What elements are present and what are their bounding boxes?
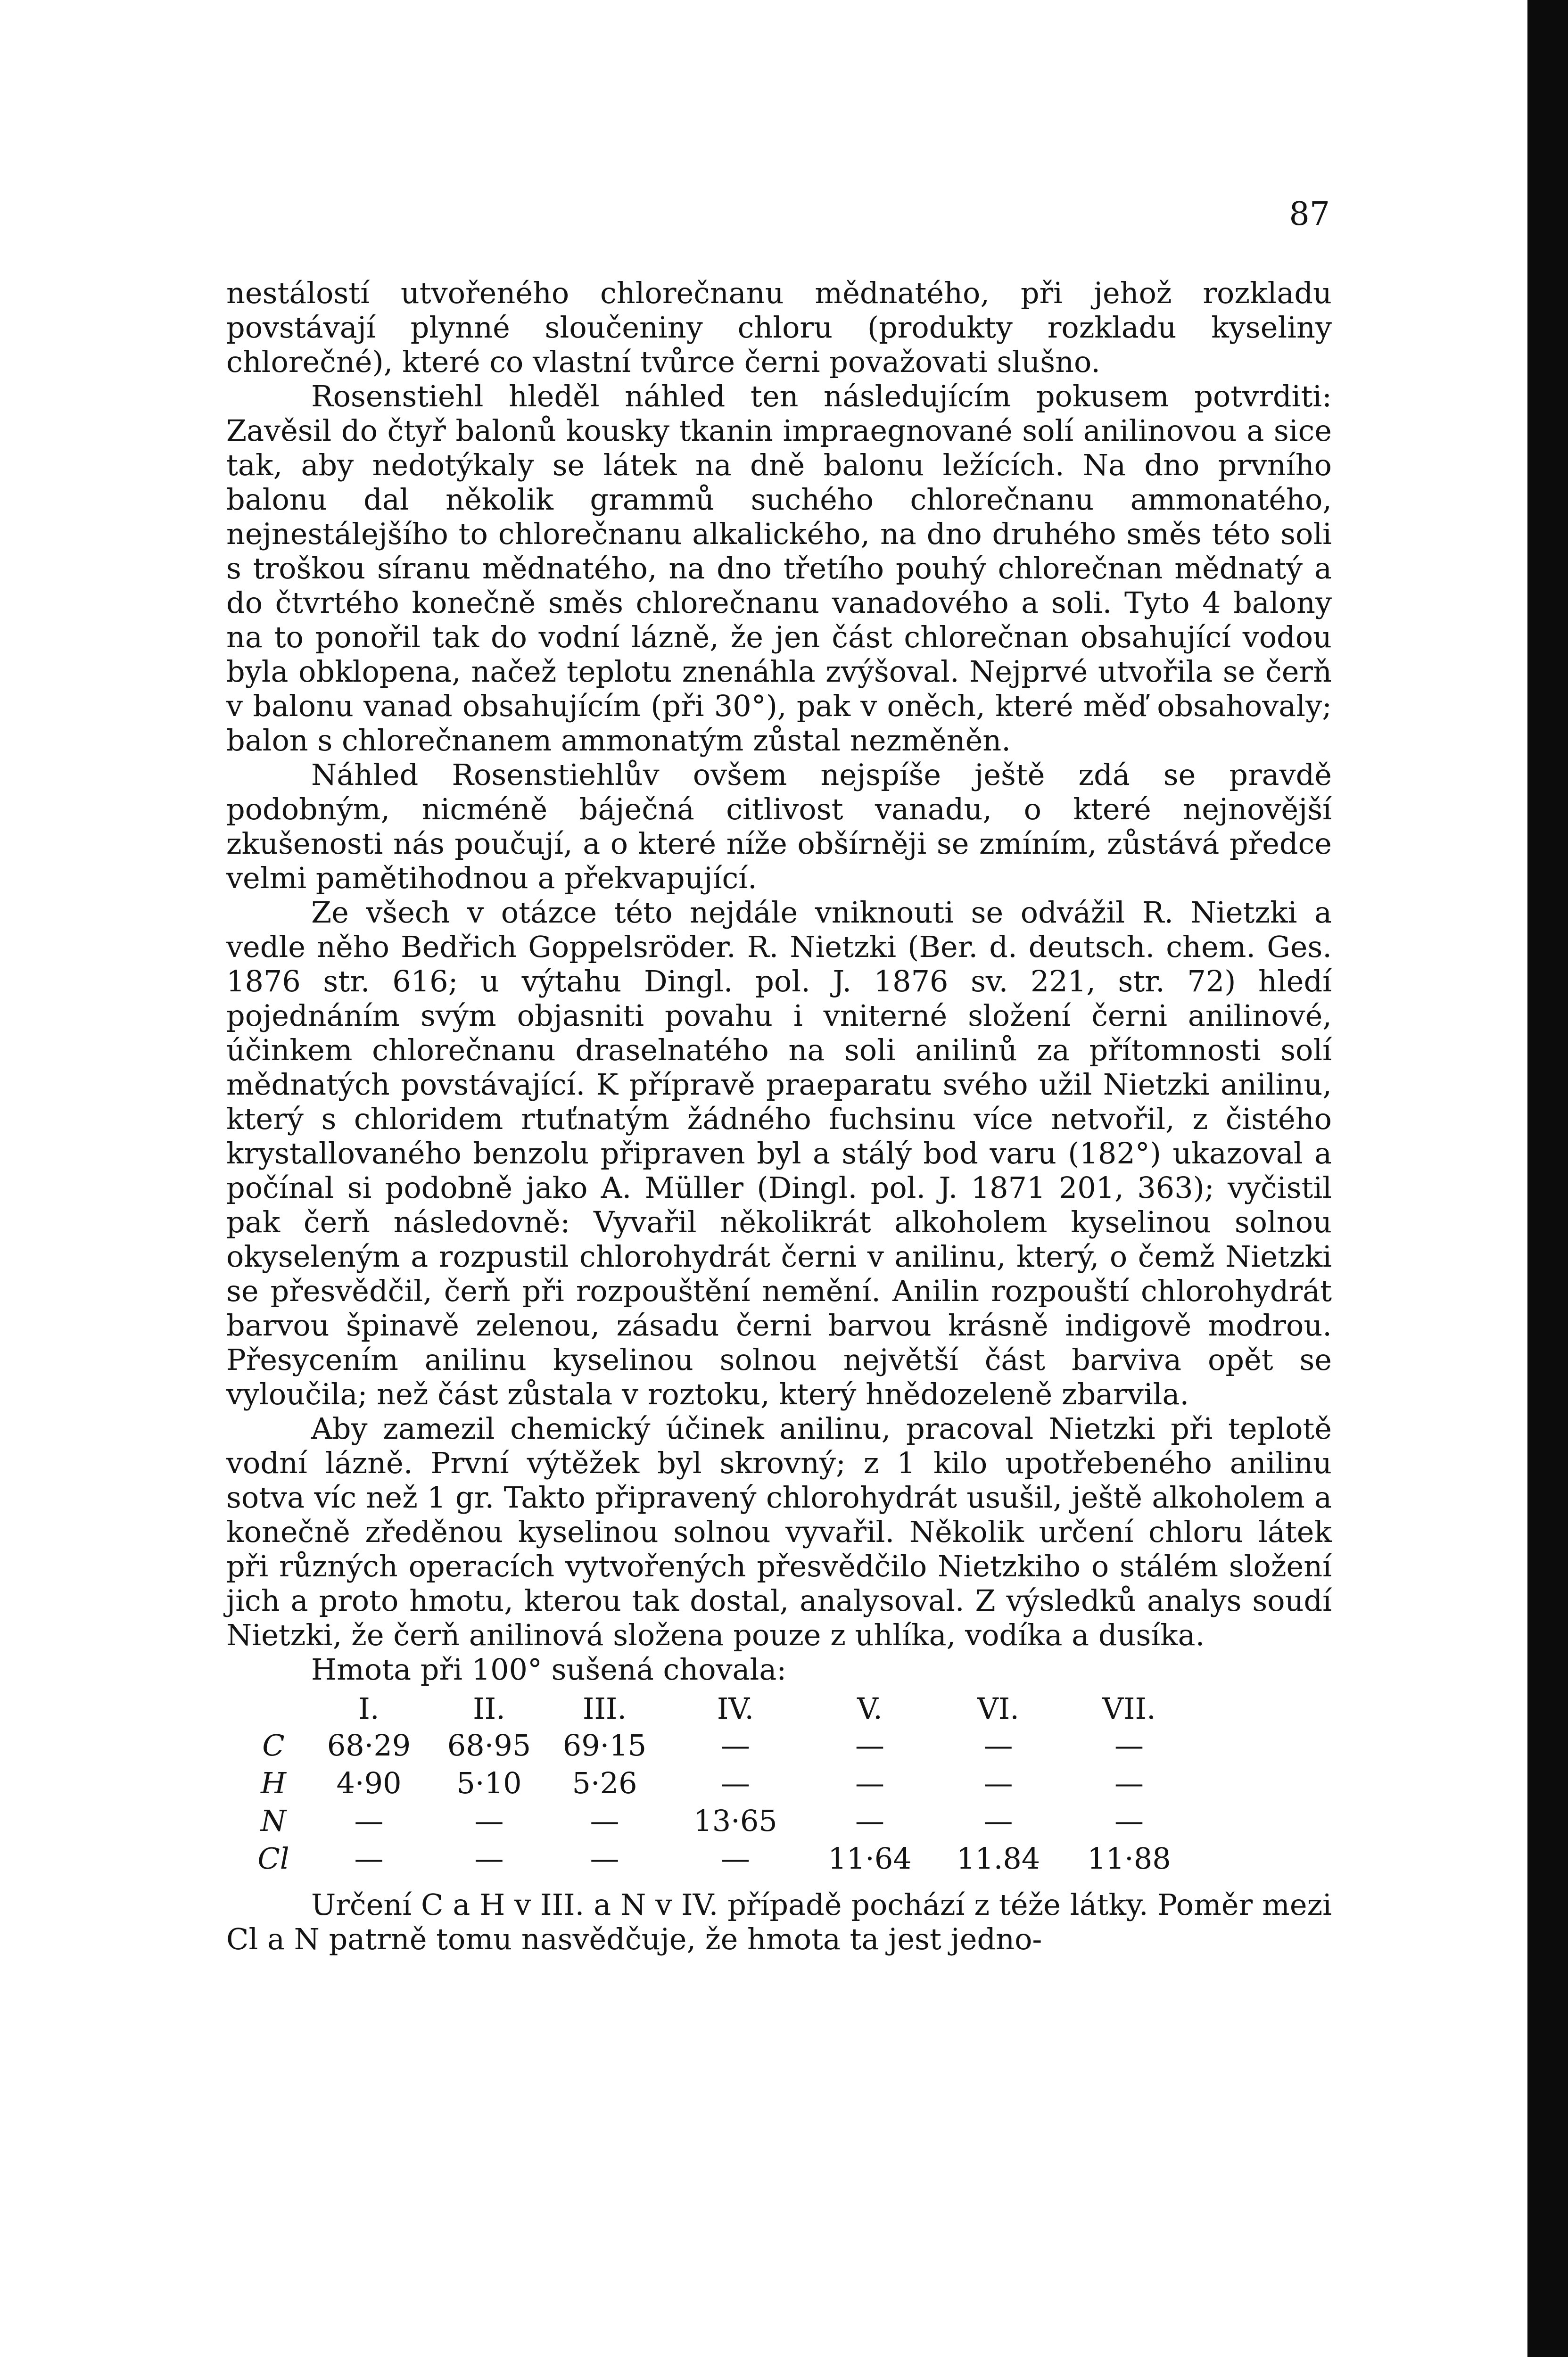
table-cell: — (1114, 1803, 1144, 1838)
paragraph-nietzki-analysis: Aby zamezil chemický účinek anilinu, pracoval Nietzki při teplotě vodní lázně. První výtěžek byl skrovný; z 1 kilo upotřebeného anilinu sotva víc než 1 gr. Takto připravený chlorohydrát usušil, ještě alkoholem a konečně zředěnou kyselinou solnou vyvařil. Několik určení chloru látek při různých operacích vytvořených přesvědčilo Nietzkiho o stálém složení jich a proto hmotu, kterou tak dostal, analysoval. Z výsledků analys soudí Nietzki, že čerň anilinová složena pouze z uhlíka, vodíka a dusíka. (226, 1411, 1332, 1652)
table-cell: — (474, 1803, 504, 1838)
table-header-row (240, 1690, 1193, 1726)
table-cell: — (354, 1841, 384, 1876)
table-column-header: III. (582, 1691, 627, 1726)
table-cell: 5·26 (572, 1765, 637, 1800)
table-cell: — (1114, 1728, 1144, 1763)
table-header-corner (240, 1690, 306, 1726)
table-cell: 11·64 (828, 1841, 912, 1876)
table-column-header: I. (358, 1691, 380, 1726)
table-cell: 11.84 (956, 1841, 1040, 1876)
table-row (240, 1726, 1193, 1764)
table-caption: Hmota při 100° sušená chovala: (311, 1652, 787, 1687)
table-cell: — (721, 1765, 750, 1800)
element-symbol: Cl (257, 1841, 289, 1876)
table-cell: 13·65 (693, 1803, 777, 1838)
table-cell: — (855, 1765, 884, 1800)
table-column-header: II. (473, 1691, 505, 1726)
paragraph-continuation: nestálostí utvořeného chlorečnanu mědnatého, při jehož rozkladu povstávají plynné sloučeniny chloru (produkty rozkladu kyseliny chlorečné), které co vlastní tvůrce černi považovati slušno. (226, 276, 1332, 379)
table-column-header: VII. (1102, 1691, 1156, 1726)
table-cell: 68·95 (447, 1728, 531, 1763)
paragraph-rosenstiehl-view: Náhled Rosenstiehlův ovšem nejspíše ještě zdá se pravdě podobným, nicméně báječná citlivost vanadu, o které nejnovější zkušenosti nás poučují, a o které níže obšírněji se zmíním, zůstává předce velmi pamětihodnou a překvapující. (226, 758, 1332, 895)
element-symbol: C (262, 1728, 285, 1763)
table-cell: — (983, 1728, 1013, 1763)
table-cell: — (983, 1803, 1013, 1838)
analysis-table (240, 1690, 1193, 1877)
table-row (240, 1764, 1193, 1802)
table-cell: — (983, 1765, 1013, 1800)
table-cell: — (590, 1803, 619, 1838)
table-cell: — (855, 1728, 884, 1763)
paragraph-nietzki-method: Ze všech v otázce této nejdále vniknouti se odvážil R. Nietzki a vedle něho Bedřich Goppelsröder. R. Nietzki (Ber. d. deutsch. chem. Ges. 1876 str. 616; u výtahu Dingl. pol. J. 1876 sv. 221, str. 72) hledí pojednáním svým objasniti povahu i vniterné složení černi anilinové, účinkem chlorečnanu draselnatého na soli anilinů za přítomnosti solí mědnatých povstávající. K přípravě praeparatu svého užil Nietzki anilinu, který s chloridem rtuťnatým žádného fuchsinu více netvořil, z čistého krystallovaného benzolu připraven byl a stálý bod varu (182°) ukazoval a počínal si podobně jako A. Müller (Dingl. pol. J. 1871 201, 363); vyčistil pak čerň následovně: Vyvařil několikrát alkoholem kyselinou solnou okyseleným a rozpustil chlorohydrát černi v anilinu, který, o čemž Nietzki se přesvědčil, čerň při rozpouštění nemění. Anilin rozpouští chlorohydrát barvou špinavě zelenou, zásadu černi barvou krásně indigově modrou. Přesycením anilinu kyselinou solnou největší část barviva opět se vyloučila; než část zůstala v roztoku, který hnědozeleně zbarvila. (226, 895, 1332, 1411)
body-text (226, 276, 1332, 1956)
element-symbol: H (260, 1765, 287, 1800)
table-cell: — (474, 1841, 504, 1876)
page-number: 87 (1289, 196, 1330, 233)
paragraph-closing: Určení C a H v III. a N v IV. případě pochází z téže látky. Poměr mezi Cl a N patrně tomu nasvědčuje, že hmota ta jest jedno- (226, 1887, 1332, 1956)
table-cell: 4·90 (336, 1765, 402, 1800)
table-column-header: VI. (977, 1691, 1019, 1726)
table-row (240, 1839, 1193, 1877)
table-cell: — (721, 1728, 750, 1763)
paragraph-rosenstiehl-experiment: Rosenstiehl hleděl náhled ten následujícím pokusem potvrditi: Zavěsil do čtyř balonů kousky tkanin impraegnované solí anilinovou a sice tak, aby nedotýkaly se látek na dně balonu ležících. Na dno prvního balonu dal několik grammů suchého chlorečnanu ammonatého, nejnestálejšího to chlorečnanu alkalického, na dno druhého směs této soli s troškou síranu mědnatého, na dno třetího pouhý chlorečnan mědnatý a do čtvrtého konečně směs chlorečnanu vanadového a soli. Tyto 4 balony na to ponořil tak do vodní lázně, že jen část chlorečnan obsahující vodou byla obklopena, načež teplotu znenáhla zvýšoval. Nejprvé utvořila se čerň v balonu vanad obsahujícím (při 30°), pak v oněch, které měď obsahovaly; balon s chlorečnanem ammonatým zůstal nezměněn. (226, 379, 1332, 758)
table-cell: — (1114, 1765, 1144, 1800)
element-symbol: N (260, 1803, 287, 1838)
table-cell: — (721, 1841, 750, 1876)
book-spine-shadow (1527, 0, 1568, 2357)
table-column-header: IV. (717, 1691, 754, 1726)
table-cell: — (855, 1803, 884, 1838)
table-cell: 5·10 (456, 1765, 522, 1800)
table-cell: 11·88 (1087, 1841, 1171, 1876)
table-column-header: V. (857, 1691, 883, 1726)
table-cell: — (590, 1841, 619, 1876)
table-row (240, 1802, 1193, 1839)
table-cell: 68·29 (327, 1728, 411, 1763)
table-cell: — (354, 1803, 384, 1838)
table-cell: 69·15 (562, 1728, 647, 1763)
